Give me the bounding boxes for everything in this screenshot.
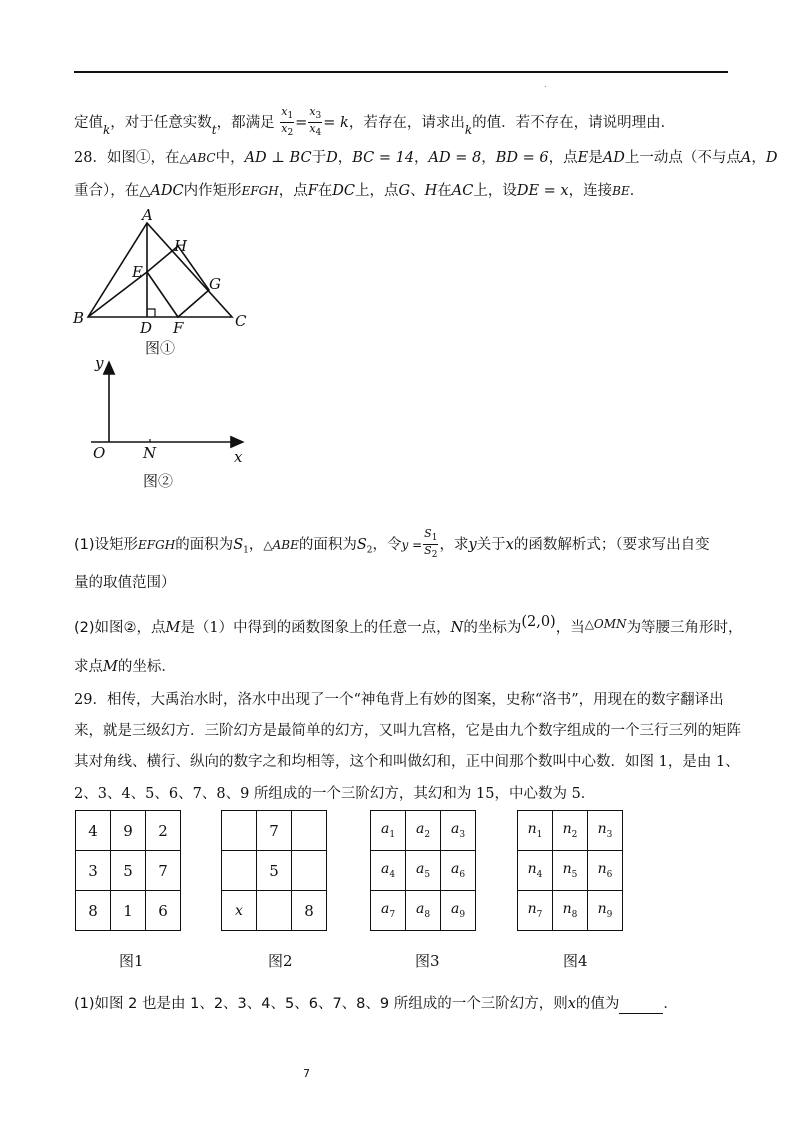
- right-angle-mark: [147, 309, 155, 317]
- caption-figure-1: 图1: [119, 952, 144, 970]
- question-29-line-3: 其对角线、横行、纵向的数字之和均相等，这个和叫做幻和，正中间那个数叫中心数．如图 1，是由 1、: [74, 754, 740, 770]
- header-dot: .: [544, 80, 547, 89]
- caption-figure-4: 图4: [563, 952, 588, 970]
- page-number: 7: [303, 1067, 310, 1080]
- label-d: D: [140, 319, 153, 337]
- question-27-continuation: 定值k，对于任意实数t，都满足 $\frac{x_1}{x_2}$ = $\frac{x_3}{x_4}$ = k，若存在，请求出k的值．若不存在，请说明理由．: [74, 105, 676, 139]
- question-28-line-2: 重合），在△ADC内作矩形EFGH，点F在DC上，点G、H在AC上，设DE = x，连接BE．: [74, 183, 645, 199]
- fraction-x3-x4: $\frac{x_3}{x_4}$: [309, 105, 322, 139]
- answer-blank[interactable]: [619, 999, 663, 1014]
- label-n: N: [143, 444, 157, 462]
- magic-square-3: $a_1$ $a_2$ $a_3$ $a_4$ $a_5$ $a_6$ $a_7$ $a_8$ $a_9$: [370, 810, 476, 931]
- question-29-line-1: 29．相传，大禹治水时，洛水中出现了一个“神龟背上有妙的图案，史称“洛书”，用现在的数字翻译出: [74, 692, 724, 708]
- label-c: C: [235, 312, 247, 330]
- figure-1-triangle: [60, 205, 270, 355]
- figure-1-caption: 图①: [145, 339, 176, 357]
- label-o: O: [93, 444, 106, 462]
- fraction-s1-s2: $\frac{S_1}{S_2}$: [424, 527, 438, 561]
- label-e: E: [132, 263, 143, 281]
- question-28-part-1-line-2: 量的取值范围）: [74, 575, 176, 591]
- question-29-line-4: 2、3、4、5、6、7、8、9 所组成的一个三阶幻方，其幻和为 15，中心数为 5．: [74, 786, 596, 802]
- label-x: x: [234, 448, 243, 466]
- figure-2-axes: [85, 350, 255, 470]
- magic-square-2: 7 5 x 8: [221, 810, 327, 931]
- label-h: H: [174, 237, 188, 255]
- figure-2-caption: 图②: [143, 472, 174, 490]
- magic-square-4: $n_1$ $n_2$ $n_3$ $n_4$ $n_5$ $n_6$ $n_7$ $n_8$ $n_9$: [517, 810, 623, 931]
- caption-figure-3: 图3: [415, 952, 440, 970]
- fraction-x1-x2: $\frac{x_1}{x_2}$: [281, 105, 294, 139]
- label-f: F: [173, 319, 184, 337]
- label-y: y: [95, 354, 104, 372]
- label-a: A: [142, 206, 153, 224]
- magic-square-1: 4 9 2 3 5 7 8 1 6: [75, 810, 181, 931]
- question-28-part-2-line-1: (2)如图②，点M是（1）中得到的函数图象上的任意一点，N的坐标为(2,0)，当△OMN为等腰三角形时，: [74, 614, 743, 636]
- question-28-part-2-line-2: 求点M的坐标．: [74, 659, 176, 675]
- label-g: G: [209, 275, 221, 293]
- triangle-abc: [88, 223, 232, 317]
- caption-figure-2: 图2: [268, 952, 293, 970]
- question-29-part-1: (1)如图 2 也是由 1、2、3、4、5、6、7、8、9 所组成的一个三阶幻方，则x的值为 ．: [74, 996, 678, 1012]
- question-29-line-2: 来，就是三级幻方．三阶幻方是最简单的幻方，又叫九宫格，它是由九个数字组成的一个三行三列的矩阵: [74, 723, 741, 739]
- header-rule: [74, 71, 728, 73]
- label-b: B: [73, 309, 85, 327]
- question-28-line-1: 28．如图①，在△ABC中，AD ⊥ BC于D，BC = 14，AD = 8，BD = 6，点E是AD上一动点（不与点A，D: [74, 150, 778, 166]
- question-28-part-1-line-1: (1)设矩形EFGH的面积为$S_1$，△ABE的面积为$S_2$，令y = $\frac{S_1}{S_2}$ ，求y关于x的函数解析式；（要求写出自变: [74, 527, 710, 561]
